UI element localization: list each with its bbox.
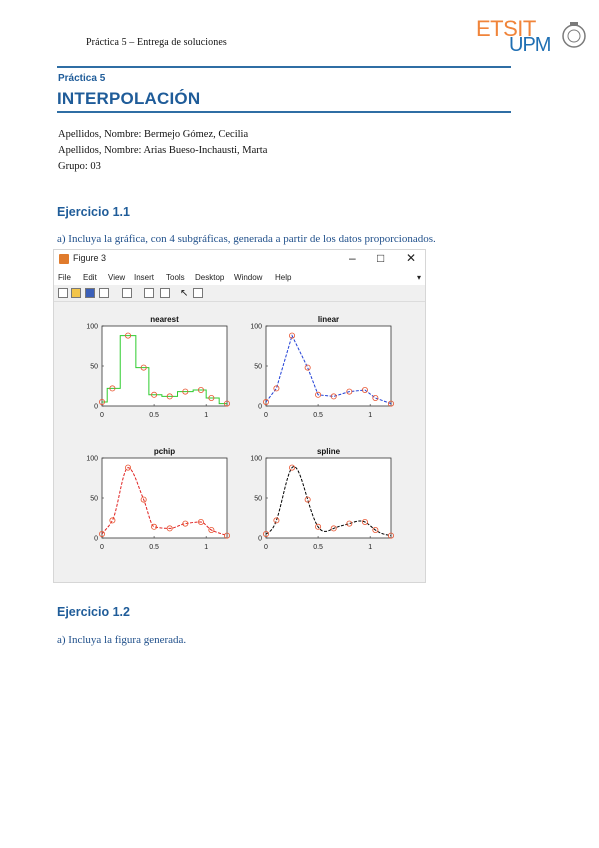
y-tick-label: 0 <box>94 535 98 543</box>
y-tick-label: 50 <box>254 363 262 371</box>
save-icon[interactable] <box>85 288 95 298</box>
figure-toolbar <box>54 285 425 302</box>
x-tick-label: 1 <box>368 544 373 551</box>
author-line-1: Apellidos, Nombre: Bermejo Gómez, Cecilia <box>58 129 249 140</box>
menu-tools[interactable]: Tools <box>166 273 185 282</box>
plot-browser-icon[interactable] <box>193 288 203 298</box>
print-icon[interactable] <box>99 288 109 298</box>
divider-bottom <box>57 111 511 113</box>
y-tick-label: 100 <box>250 323 262 331</box>
divider-top <box>57 66 511 68</box>
exercise-1-2-title: Ejercicio 1.2 <box>57 605 130 619</box>
x-tick-label: 0 <box>100 412 104 419</box>
y-tick-label: 100 <box>250 455 262 463</box>
exercise-1-1-item: a) Incluya la gráfica, con 4 subgráficas, generada a partir de los datos proporcionados. <box>57 233 436 245</box>
section-title: INTERPOLACIÓN <box>57 89 201 108</box>
menu-desktop[interactable]: Desktop <box>195 273 225 282</box>
group-line: Grupo: 03 <box>58 161 101 172</box>
matlab-icon <box>59 254 69 264</box>
insert-colorbar-icon[interactable] <box>144 288 154 298</box>
subplot-nearest-title: nearest <box>150 315 179 324</box>
y-tick-label: 100 <box>86 323 98 331</box>
x-tick-label: 0.5 <box>149 544 159 551</box>
page-header-title: Práctica 5 – Entrega de soluciones <box>86 37 227 48</box>
exercise-1-2-item: a) Incluya la figura generada. <box>57 634 187 646</box>
section-subtitle: Práctica 5 <box>58 73 106 84</box>
menubar-overflow-icon[interactable]: ▾ <box>417 273 422 282</box>
maximize-button[interactable]: □ <box>377 251 385 265</box>
logo-upm-text: UPM <box>509 34 551 56</box>
x-tick-label: 1 <box>204 544 209 551</box>
open-file-icon[interactable] <box>71 288 81 298</box>
etsit-upm-logo <box>476 14 588 58</box>
menu-edit[interactable]: Edit <box>83 273 97 282</box>
subplot-linear-title: linear <box>317 315 340 324</box>
close-button[interactable]: ✕ <box>406 251 417 265</box>
subplot-nearest-axes <box>102 326 227 406</box>
menu-insert[interactable]: Insert <box>134 273 155 282</box>
subplot-spline-title: spline <box>316 447 341 456</box>
y-tick-label: 0 <box>258 535 262 543</box>
author-line-2: Apellidos, Nombre: Arias Bueso-Inchausti, Marta <box>58 145 268 156</box>
x-tick-label: 1 <box>368 412 373 419</box>
subplot-pchip-axes <box>102 458 227 538</box>
y-tick-label: 0 <box>94 403 98 411</box>
minimize-button[interactable]: – <box>349 251 356 265</box>
subplot-linear-axes <box>266 326 391 406</box>
university-seal-icon <box>560 20 588 52</box>
y-tick-label: 50 <box>254 495 262 503</box>
figure-title: Figure 3 <box>73 253 107 263</box>
exercise-1-1-title: Ejercicio 1.1 <box>57 205 130 219</box>
cursor-arrow-icon[interactable]: ↖ <box>180 288 189 299</box>
y-tick-label: 50 <box>90 363 98 371</box>
y-tick-label: 100 <box>86 455 98 463</box>
subplots-area <box>54 302 425 582</box>
x-tick-label: 0 <box>264 412 268 419</box>
menu-file[interactable]: File <box>58 273 71 282</box>
x-tick-label: 0.5 <box>149 412 159 419</box>
menu-window[interactable]: Window <box>234 273 263 282</box>
dock-icon[interactable] <box>122 288 132 298</box>
subplot-spline-axes <box>266 458 391 538</box>
menu-view[interactable]: View <box>108 273 126 282</box>
y-tick-label: 0 <box>258 403 262 411</box>
y-tick-label: 50 <box>90 495 98 503</box>
x-tick-label: 0.5 <box>313 544 323 551</box>
insert-legend-icon[interactable] <box>160 288 170 298</box>
new-figure-icon[interactable] <box>58 288 68 298</box>
subplot-pchip-title: pchip <box>153 447 176 456</box>
x-tick-label: 0.5 <box>313 412 323 419</box>
x-tick-label: 1 <box>204 412 209 419</box>
x-tick-label: 0 <box>100 544 104 551</box>
figure-titlebar <box>54 250 425 269</box>
x-tick-label: 0 <box>264 544 268 551</box>
logo-etsit-text: ETSIT <box>476 16 536 41</box>
figure-menubar <box>54 269 425 285</box>
menu-help[interactable]: Help <box>275 273 292 282</box>
matlab-figure-window <box>53 249 426 583</box>
